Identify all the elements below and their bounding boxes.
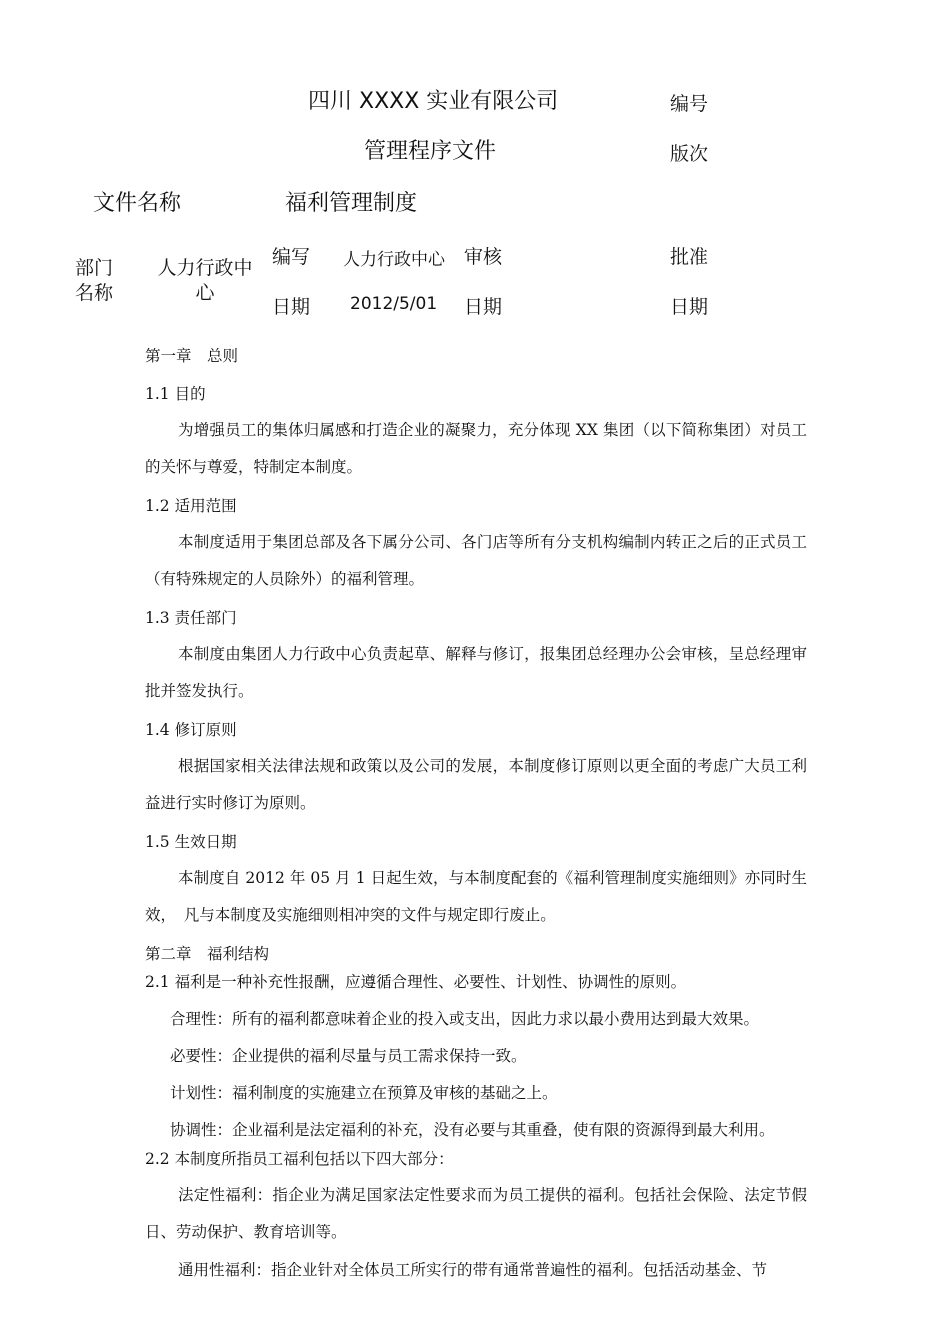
section-1-3-heading: 1.3 责任部门 [145, 609, 237, 627]
welfare-general: 通用性福利：指企业针对全体员工所实行的带有通常普遍性的福利。包括活动基金、节 [178, 1261, 768, 1279]
department-label: 部门 名称 [75, 257, 114, 304]
section-1-2-text: 本制度适用于集团总部及各下属分公司、各门店等所有分支机构编制内转正之后的正式员工（有特殊规定的人员除外）的福利管理。 [145, 533, 807, 588]
section-1-5-heading: 1.5 生效日期 [145, 833, 237, 851]
chapter-2-title: 第二章 福利结构 [145, 945, 270, 963]
date-label-author: 日期 [272, 296, 311, 318]
section-2-1-heading: 2.1 福利是一种补充性报酬，应遵循合理性、必要性、计划性、协调性的原则。 [145, 973, 687, 991]
principle-necessary: 必要性：企业提供的福利尽量与员工需求保持一致。 [170, 1047, 527, 1065]
section-1-1-heading: 1.1 目的 [145, 385, 206, 403]
principle-reasonable: 合理性：所有的福利都意味着企业的投入或支出，因此力求以最小费用达到最大效果。 [170, 1010, 760, 1028]
document-type: 管理程序文件 [364, 139, 497, 164]
version-label: 版次 [670, 143, 709, 165]
chapter-1-title: 第一章 总则 [145, 347, 239, 365]
department-value: 人力行政中 心 [157, 257, 253, 304]
number-label: 编号 [670, 93, 709, 115]
file-name-value: 福利管理制度 [285, 191, 418, 216]
section-2-2-heading: 2.2 本制度所指员工福利包括以下四大部分： [145, 1150, 454, 1168]
section-1-5-text: 本制度自 2012 年 05 月 1 日起生效，与本制度配套的《福利管理制度实施细则》亦同时生效， 凡与本制度及实施细则相冲突的文件与规定即行废止。 [145, 869, 807, 924]
section-1-2-heading: 1.2 适用范围 [145, 497, 237, 515]
file-name-label: 文件名称 [93, 191, 182, 216]
welfare-statutory: 法定性福利：指企业为满足国家法定性要求而为员工提供的福利。包括社会保险、法定节假日、劳动保护、教育培训等。 [145, 1186, 807, 1241]
company-title: 四川 XXXX 实业有限公司 [308, 89, 559, 114]
section-1-4-heading: 1.4 修订原则 [145, 721, 237, 739]
date-label-review: 日期 [464, 296, 503, 318]
author-label: 编写 [272, 246, 311, 268]
author-value: 人力行政中心 [343, 250, 445, 270]
principle-coordinated: 协调性：企业福利是法定福利的补充，没有必要与其重叠，使有限的资源得到最大利用。 [170, 1121, 775, 1139]
date-label-approve: 日期 [670, 296, 709, 318]
approve-label: 批准 [670, 246, 709, 268]
section-1-3-text: 本制度由集团人力行政中心负责起草、解释与修订，报集团总经理办公会审核，呈总经理审批并签发执行。 [145, 645, 807, 700]
review-label: 审核 [464, 246, 503, 268]
principle-planned: 计划性：福利制度的实施建立在预算及审核的基础之上。 [170, 1084, 558, 1102]
section-1-4-text: 根据国家相关法律法规和政策以及公司的发展，本制度修订原则以更全面的考虑广大员工利益进行实时修订为原则。 [145, 757, 807, 812]
date-value-author: 2012/5/01 [350, 294, 438, 314]
section-1-1-text: 为增强员工的集体归属感和打造企业的凝聚力，充分体现 XX 集团（以下简称集团）对员工的关怀与尊爱，特制定本制度。 [145, 421, 807, 476]
